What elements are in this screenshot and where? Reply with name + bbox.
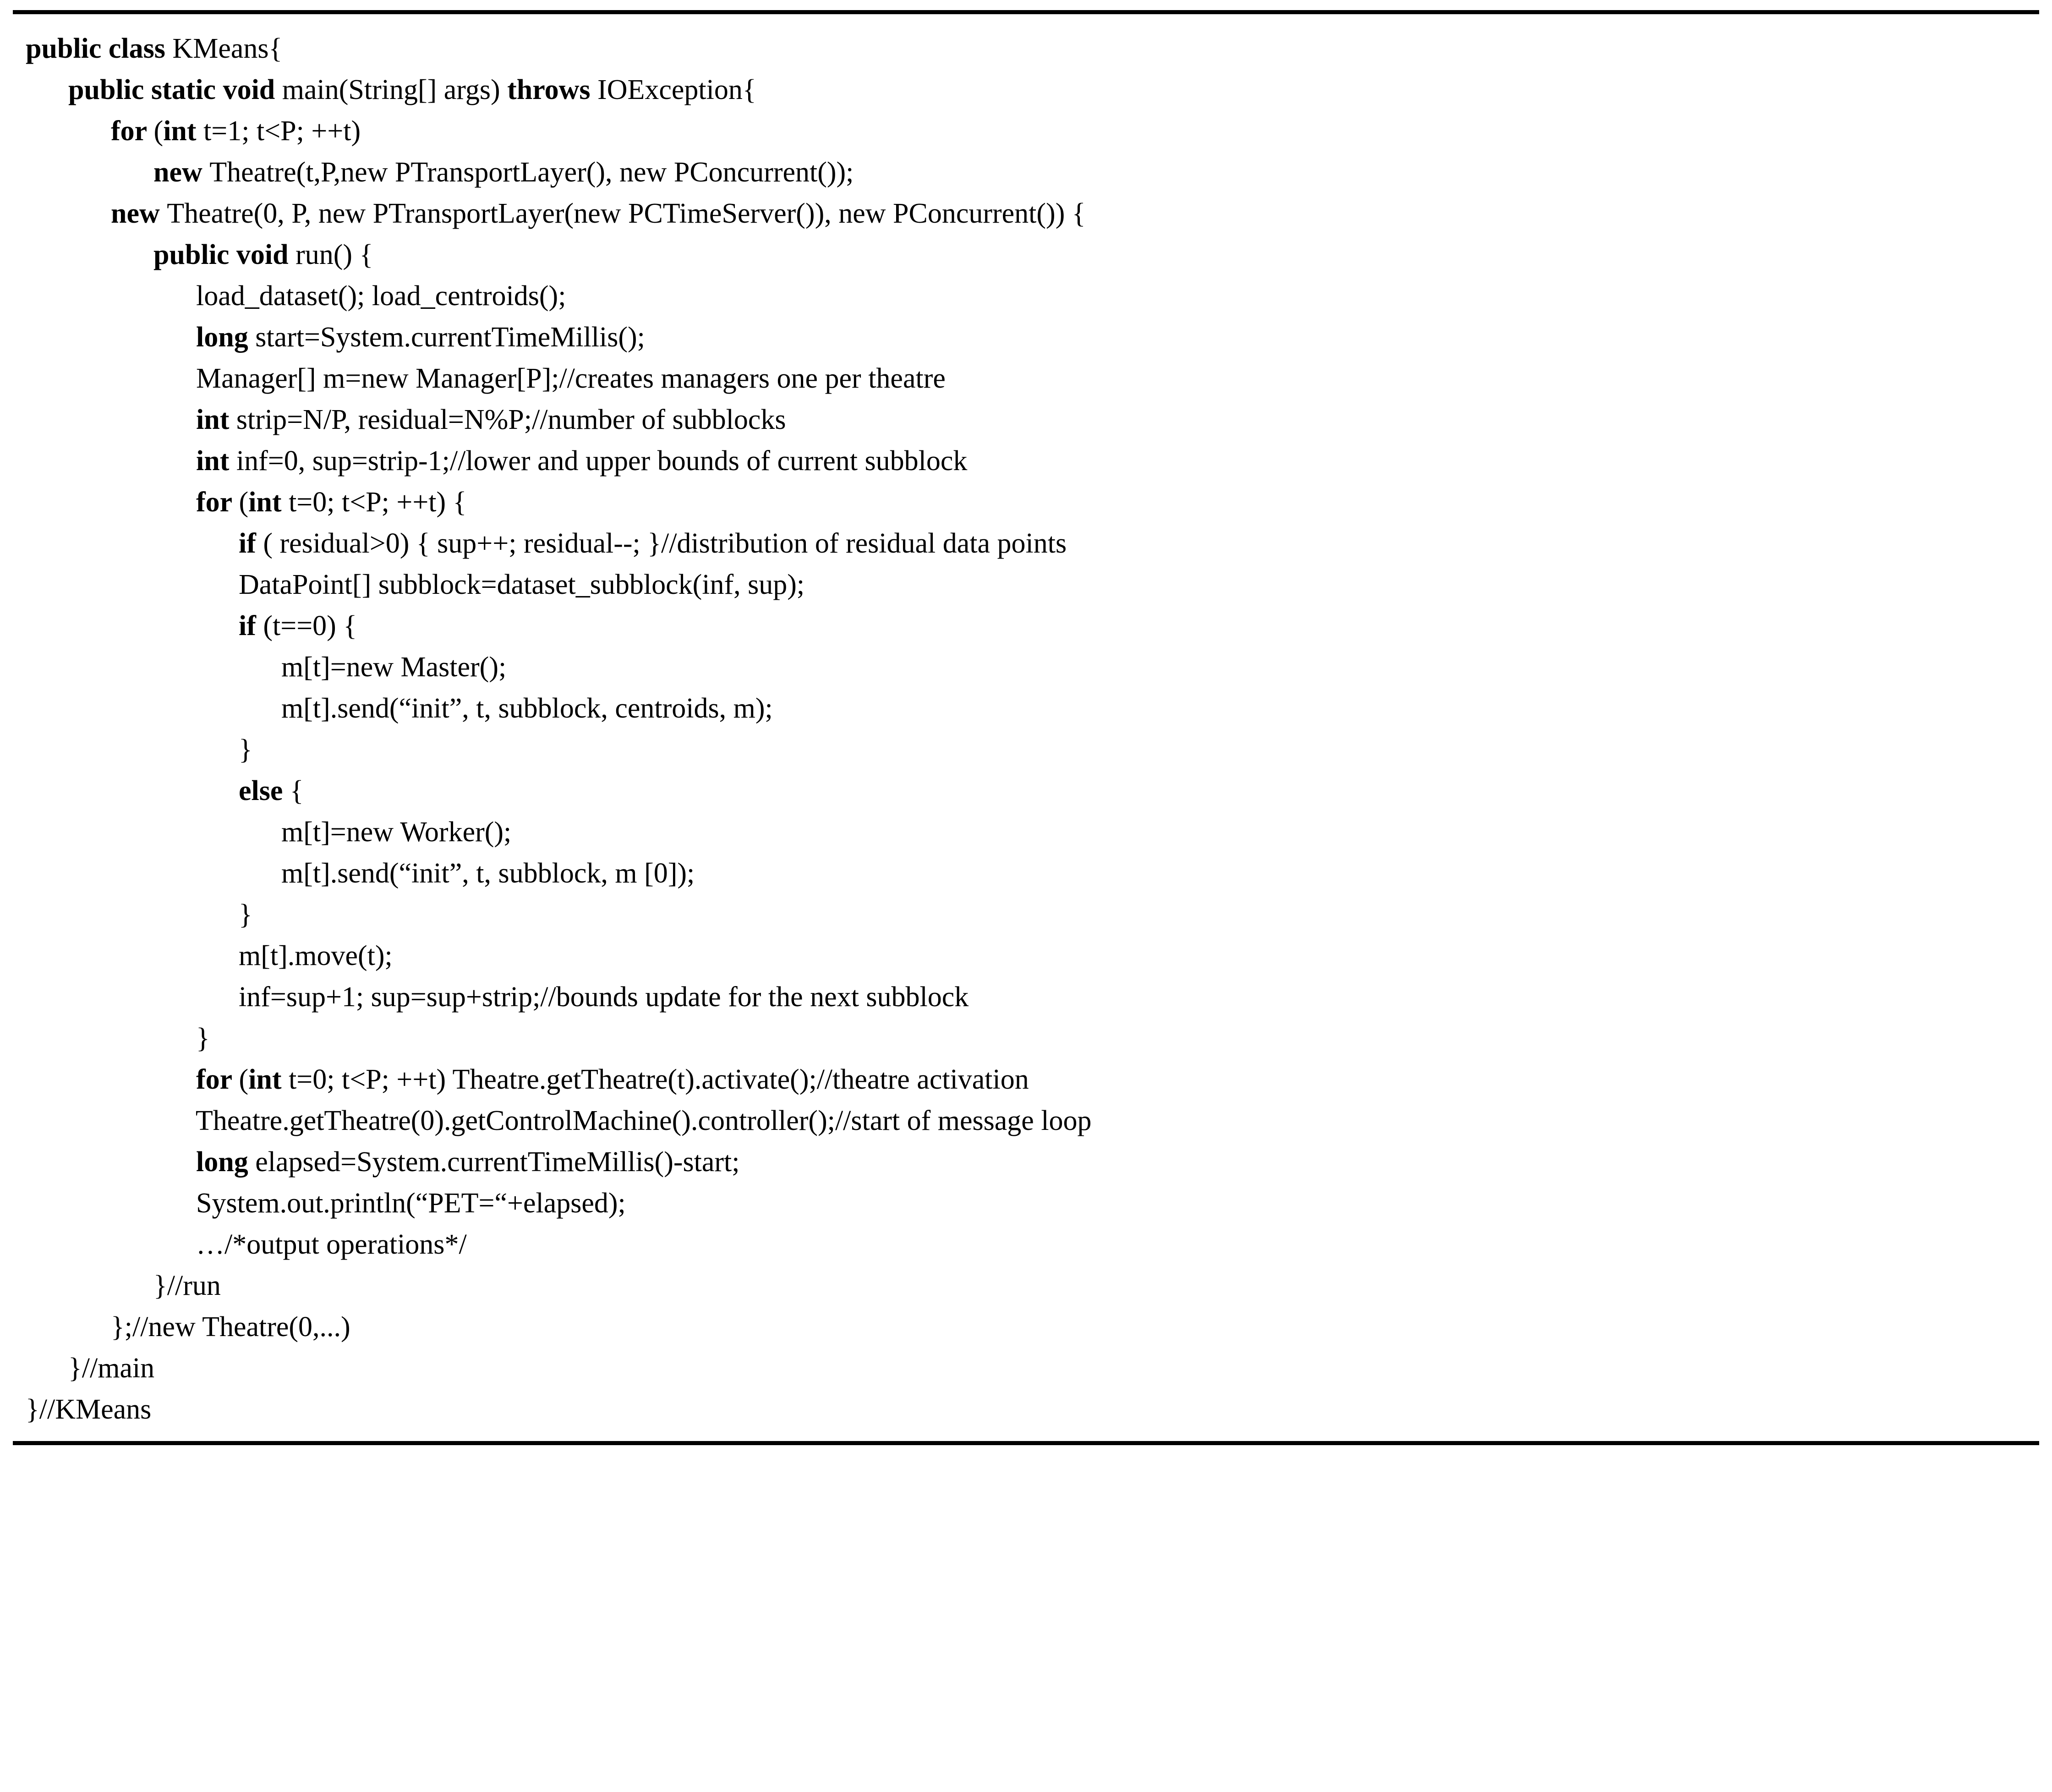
code-keyword: long — [196, 1146, 256, 1178]
code-line — [13, 1265, 2039, 1306]
code-keyword: if — [239, 610, 263, 641]
code-text: IOException{ — [597, 74, 756, 105]
code-text: DataPoint[] subblock=dataset_subblock(inf, sup); — [239, 569, 805, 600]
code-keyword: public static void — [68, 74, 282, 105]
code-keyword: for — [196, 487, 239, 518]
code-line — [13, 1306, 2039, 1348]
code-line — [13, 976, 2039, 1018]
code-keyword: int — [163, 115, 204, 147]
code-line — [13, 647, 2039, 688]
code-keyword: int — [196, 404, 236, 435]
code-keyword: int — [248, 487, 289, 518]
code-text: t=0; t<P; ++t) { — [289, 487, 467, 518]
code-text: KMeans{ — [172, 33, 283, 64]
code-text: }//run — [153, 1270, 221, 1301]
code-line — [13, 317, 2039, 358]
code-text: m[t].send(“init”, t, subblock, m [0]); — [281, 858, 695, 889]
code-line — [13, 811, 2039, 853]
code-keyword: new — [111, 198, 167, 229]
code-keyword: for — [196, 1064, 239, 1095]
code-line — [13, 440, 2039, 482]
code-text: run() { — [295, 239, 373, 270]
code-text: m[t].move(t); — [239, 940, 393, 971]
code-line — [13, 28, 2039, 69]
code-line — [13, 399, 2039, 440]
code-text: } — [239, 734, 252, 765]
code-line — [13, 935, 2039, 976]
code-text: inf=0, sup=strip-1;//lower and upper bounds of current subblock — [236, 445, 968, 477]
code-text: m[t]=new Worker(); — [281, 817, 512, 848]
code-line — [13, 523, 2039, 564]
code-text: } — [196, 1023, 210, 1054]
code-text: }//KMeans — [26, 1394, 152, 1425]
code-keyword: if — [239, 528, 263, 559]
code-line — [13, 152, 2039, 193]
code-text: };//new Theatre(0,...) — [111, 1311, 350, 1343]
code-line — [13, 770, 2039, 811]
code-line — [13, 1018, 2039, 1059]
code-line — [13, 234, 2039, 275]
code-text: start=System.currentTimeMillis(); — [255, 322, 645, 353]
code-text: ( residual>0) { sup++; residual--; }//distribution of residual data points — [263, 528, 1067, 559]
code-text: m[t].send(“init”, t, subblock, centroids, m); — [281, 693, 773, 724]
code-keyword: int — [248, 1064, 289, 1095]
code-text: }//main — [68, 1353, 155, 1384]
code-line — [13, 1389, 2039, 1430]
code-text: m[t]=new Master(); — [281, 652, 507, 683]
code-text: main(String[] args) — [282, 74, 508, 105]
code-line — [13, 894, 2039, 935]
code-line — [13, 729, 2039, 770]
code-line — [13, 275, 2039, 317]
code-listing — [13, 10, 2039, 1445]
code-text: Theatre(0, P, new PTransportLayer(new PCTimeServer()), new PConcurrent()) { — [167, 198, 1086, 229]
code-text: Theatre(t,P,new PTransportLayer(), new PConcurrent()); — [209, 157, 854, 188]
code-line — [13, 69, 2039, 110]
code-line — [13, 1183, 2039, 1224]
code-text: } — [239, 899, 252, 930]
code-keyword: throws — [507, 74, 598, 105]
code-line — [13, 1059, 2039, 1100]
code-text: load_dataset(); load_centroids(); — [196, 280, 566, 312]
code-keyword: else — [239, 775, 290, 806]
code-line — [13, 688, 2039, 729]
code-text: inf=sup+1; sup=sup+strip;//bounds update for the next subblock — [239, 981, 969, 1013]
code-keyword: long — [196, 322, 256, 353]
code-line — [13, 853, 2039, 894]
code-line — [13, 1348, 2039, 1389]
code-text: System.out.println(“PET=“+elapsed); — [196, 1188, 626, 1219]
code-text: Manager[] m=new Manager[P];//creates managers one per theatre — [196, 363, 946, 394]
code-line — [13, 605, 2039, 647]
code-line — [13, 193, 2039, 234]
code-text: …/*output operations*/ — [196, 1229, 467, 1260]
code-text: (t==0) { — [263, 610, 357, 641]
code-text: Theatre.getTheatre(0).getControlMachine().controller();//start of message loop — [195, 1105, 1092, 1136]
code-text: elapsed=System.currentTimeMillis()-start; — [255, 1146, 740, 1178]
code-text: t=0; t<P; ++t) Theatre.getTheatre(t).activate();//theatre activation — [289, 1064, 1029, 1095]
code-text: ( — [153, 115, 164, 147]
code-line — [13, 1224, 2039, 1265]
code-keyword: public void — [153, 239, 296, 270]
code-line — [13, 1141, 2039, 1183]
code-keyword: public class — [26, 33, 173, 64]
code-line — [13, 1100, 2039, 1141]
code-keyword: for — [111, 115, 154, 147]
code-line — [13, 110, 2039, 152]
code-keyword: new — [153, 157, 210, 188]
code-line — [13, 358, 2039, 399]
code-line — [13, 564, 2039, 605]
code-text: t=1; t<P; ++t) — [203, 115, 361, 147]
code-keyword: int — [196, 445, 236, 477]
code-text: { — [290, 775, 304, 806]
code-text: ( — [239, 487, 249, 518]
code-text: ( — [239, 1064, 249, 1095]
code-line — [13, 482, 2039, 523]
code-text: strip=N/P, residual=N%P;//number of subblocks — [236, 404, 786, 435]
